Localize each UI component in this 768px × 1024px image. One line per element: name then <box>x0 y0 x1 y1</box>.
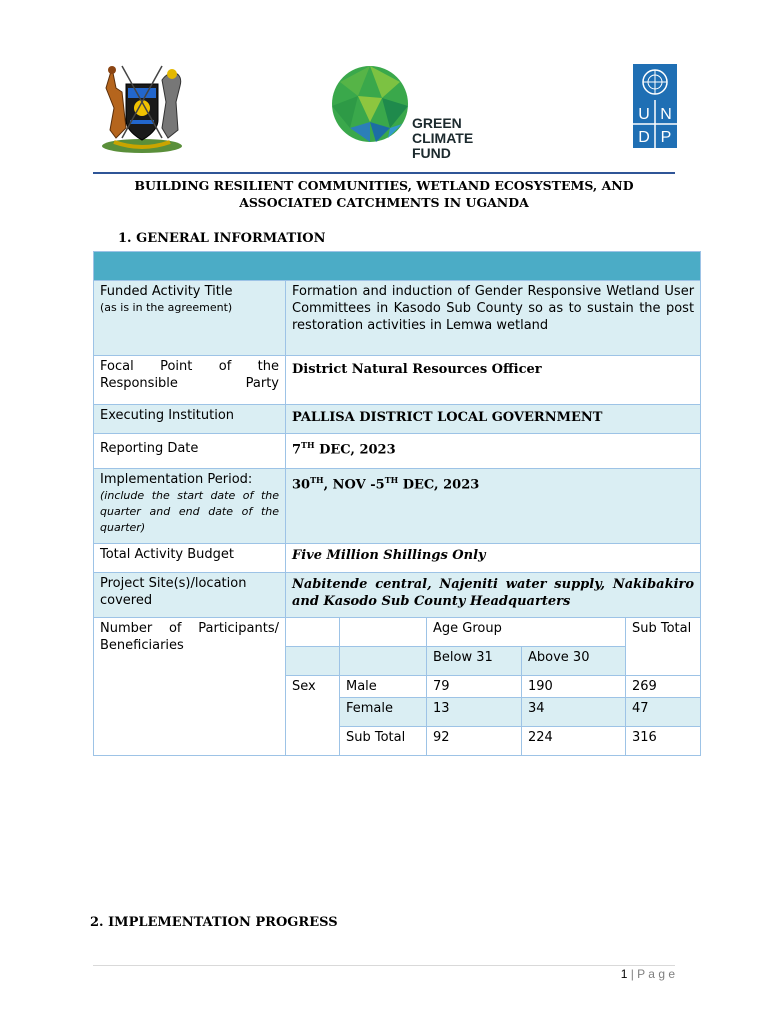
table-row <box>94 618 701 647</box>
sex-category: Sub Total <box>340 727 427 756</box>
undp-letter: N <box>660 106 672 123</box>
gcf-logo-line: CLIMATE <box>412 130 474 146</box>
general-information-table <box>93 251 700 756</box>
table-row <box>94 434 701 469</box>
row-note: (include the start date of the quarter and end date of the quarter) <box>100 489 279 534</box>
undp-logo <box>633 64 677 148</box>
header-rule <box>93 172 675 174</box>
date-sup: TH <box>301 440 315 450</box>
row-value: Five Million Shillings Only <box>286 544 701 573</box>
page-label: | P a g e <box>630 967 675 981</box>
undp-letter: U <box>638 106 650 123</box>
row-label: Implementation Period: <box>100 472 253 487</box>
row-label: Reporting Date <box>94 434 286 469</box>
date-sup: TH <box>384 475 399 485</box>
row-value: Nabitende central, Najeniti water supply, Nakibakiro and Kasodo Sub County Headquarters <box>286 573 701 618</box>
count-below: 13 <box>427 698 522 727</box>
table-row <box>94 573 701 618</box>
table-row <box>94 544 701 573</box>
sex-label: Sex <box>286 676 340 756</box>
title-line: BUILDING RESILIENT COMMUNITIES, WETLAND ECOSYSTEMS, AND <box>134 178 634 193</box>
row-value: Formation and induction of Gender Responsive Wetland User Committees in Kasodo Sub County so as to sustain the post restoration activities in Lemwa wetland <box>286 281 701 356</box>
row-value <box>286 469 701 544</box>
row-note: (as is in the agreement) <box>100 301 233 314</box>
count-below: 92 <box>427 727 522 756</box>
table-header-row <box>94 252 701 281</box>
above-header: Above 30 <box>522 647 626 676</box>
undp-logo-icon <box>633 64 677 148</box>
sex-category: Male <box>340 676 427 698</box>
date-rest: , NOV -5 <box>323 477 385 493</box>
page-number: 1 <box>620 967 628 981</box>
date-day: 30 <box>292 477 311 493</box>
table-row <box>94 405 701 434</box>
date-rest: DEC, 2023 <box>314 442 396 458</box>
row-label: Executing Institution <box>94 405 286 434</box>
count-below: 79 <box>427 676 522 698</box>
count-above: 190 <box>522 676 626 698</box>
table-row <box>94 469 701 544</box>
section-heading-general-information: 1. GENERAL INFORMATION <box>118 231 326 246</box>
gcf-logo-line: GREEN <box>412 115 462 131</box>
table-row <box>94 356 701 405</box>
gcf-logo-text <box>412 116 473 161</box>
count-above: 224 <box>522 727 626 756</box>
title-line: ASSOCIATED CATCHMENTS IN UGANDA <box>239 195 529 210</box>
table-row <box>94 281 701 356</box>
count-total: 47 <box>626 698 701 727</box>
uganda-coat-of-arms-icon <box>92 58 192 156</box>
date-day: 7 <box>292 442 302 458</box>
row-label: Total Activity Budget <box>94 544 286 573</box>
row-value: PALLISA DISTRICT LOCAL GOVERNMENT <box>286 405 701 434</box>
date-rest: DEC, 2023 <box>398 477 480 493</box>
section-heading-implementation-progress: 2. IMPLEMENTATION PROGRESS <box>90 915 338 930</box>
count-total: 269 <box>626 676 701 698</box>
date-sup: TH <box>310 475 324 485</box>
undp-letter: P <box>660 129 672 146</box>
page-footer <box>560 967 675 981</box>
age-group-header: Age Group <box>427 618 626 647</box>
sub-total-header: Sub Total <box>626 618 701 676</box>
undp-letter: D <box>638 129 650 146</box>
row-label: Number of Participants/ Beneficiaries <box>94 618 286 756</box>
footer-rule <box>93 965 675 966</box>
count-above: 34 <box>522 698 626 727</box>
row-label: Funded Activity Title <box>100 284 233 299</box>
row-value: District Natural Resources Officer <box>286 356 701 405</box>
row-label: Project Site(s)/location covered <box>94 573 286 618</box>
document-title <box>93 177 675 211</box>
row-label: Focal Point of the Responsible Party <box>94 356 286 405</box>
sex-category: Female <box>340 698 427 727</box>
gcf-logo-line: FUND <box>412 145 451 161</box>
count-total: 316 <box>626 727 701 756</box>
below-header: Below 31 <box>427 647 522 676</box>
row-value <box>286 434 701 469</box>
